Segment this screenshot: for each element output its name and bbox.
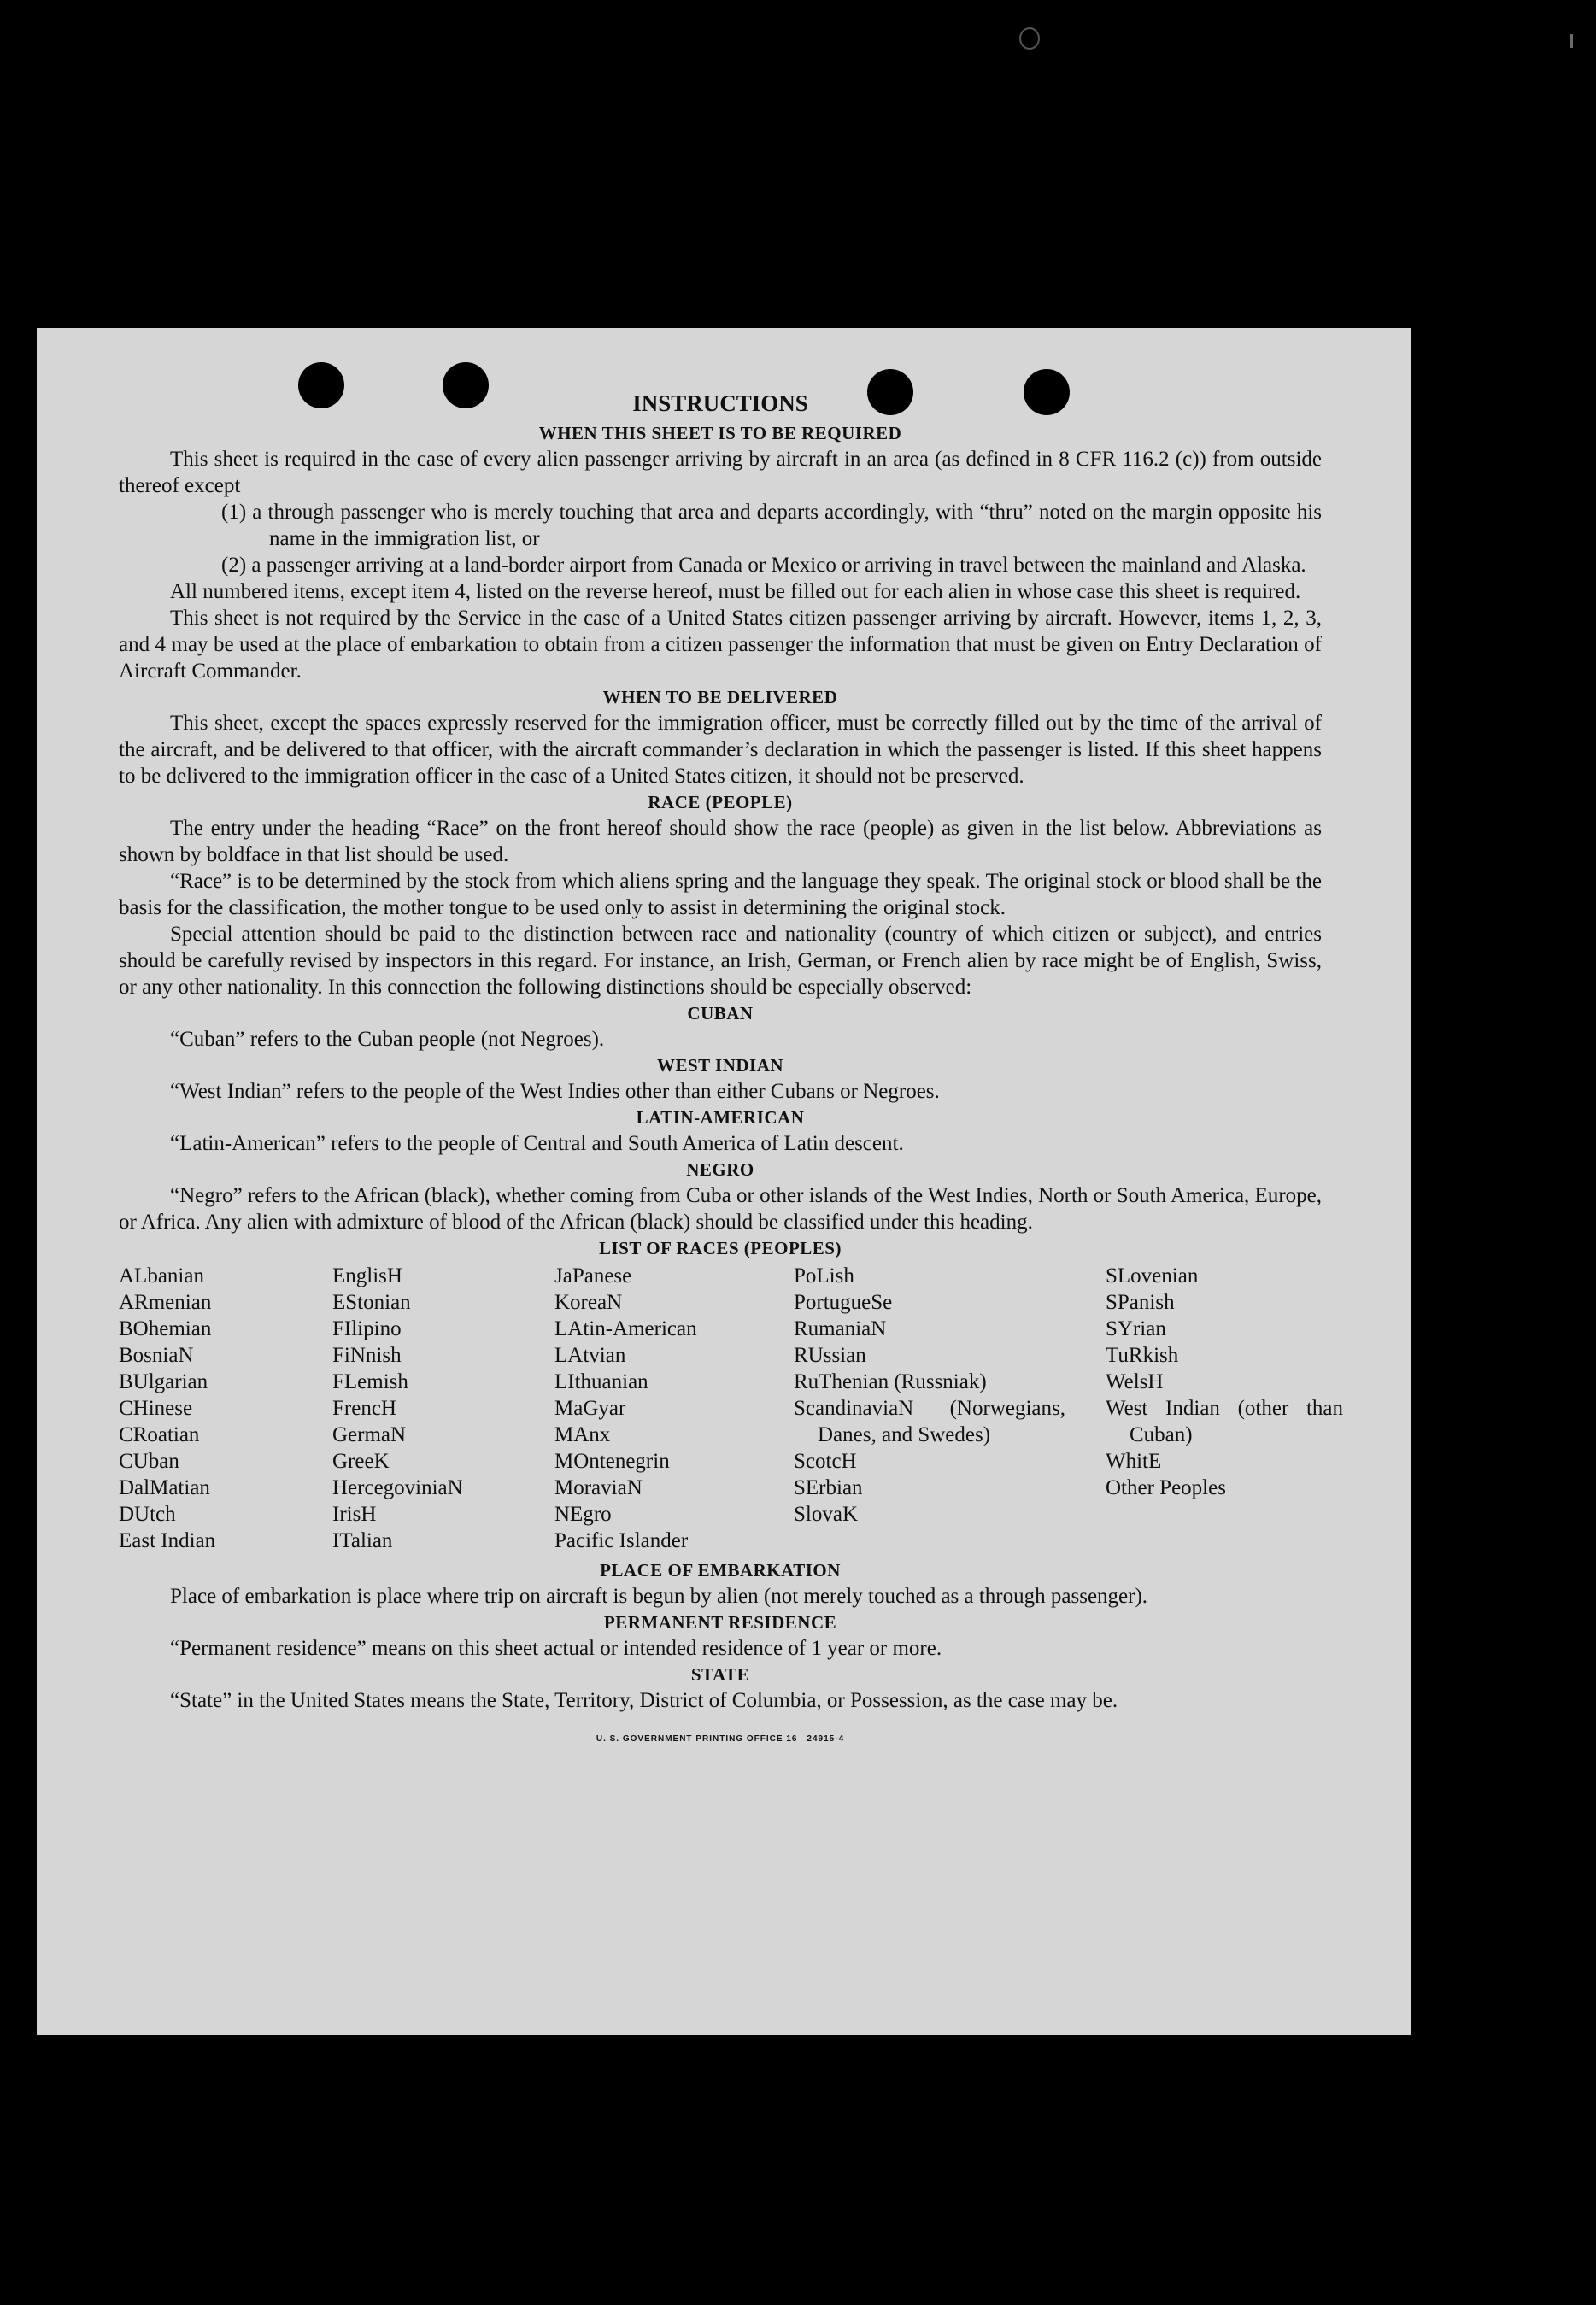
race-entry: West Indian (other than Cuban) (1106, 1397, 1343, 1446)
paragraph: “Latin-American” refers to the people of Central and South America of Latin descent. (170, 1132, 904, 1155)
race-entry: LIthuanian (554, 1370, 648, 1393)
race-entry: SYrian (1106, 1317, 1166, 1340)
paragraph: Special attention should be paid to the distinction between race and nationality (country of which citizen or subject), and entries should be carefully revised by inspectors in this regard. For instance, an Irish, German, or French alien by race might be of English, Swiss, or any other nationality. In this connection the following distinctions should be especially observed: (119, 923, 1322, 999)
paragraph: The entry under the heading “Race” on the front hereof should show the race (people) as given in the list below. Abbreviations as shown by boldface in that list should be used. (119, 817, 1322, 866)
section-heading: PERMANENT RESIDENCE (603, 1612, 837, 1633)
race-entry: WelsH (1106, 1370, 1164, 1393)
race-entry: BUlgarian (119, 1370, 208, 1393)
race-entry: NEgro (554, 1503, 612, 1526)
race-entry: FrencH (332, 1397, 396, 1420)
race-entry: LAtin-American (554, 1317, 697, 1340)
race-entry: ScandinaviaN (Norwegians, Danes, and Swedes) (794, 1397, 1065, 1446)
race-entry: ARmenian (119, 1291, 212, 1314)
exception-item: (2) a passenger arriving at a land-border airport from Canada or Mexico or arriving in travel between the mainland and Alaska. (221, 554, 1306, 577)
race-column (119, 1263, 332, 1554)
paragraph: “Negro” refers to the African (black), whether coming from Cuba or other islands of the West Indies, North or South America, Europe, or Africa. Any alien with admixture of blood of the African (black) should be classified under this heading. (119, 1184, 1322, 1234)
race-entry: Other Peoples (1106, 1476, 1226, 1499)
race-entry: CUban (119, 1450, 179, 1473)
section-heading: WHEN TO BE DELIVERED (602, 687, 838, 707)
race-entry: MAnx (554, 1423, 611, 1446)
race-entry: JaPanese (554, 1264, 632, 1287)
race-entry: BosniaN (119, 1344, 194, 1367)
race-entry: KoreaN (554, 1291, 623, 1314)
paragraph: “West Indian” refers to the people of the West Indies other than either Cubans or Negroes. (170, 1080, 940, 1103)
race-entry: IrisH (332, 1503, 377, 1526)
section-heading: STATE (690, 1664, 750, 1685)
race-column (1106, 1263, 1343, 1554)
paragraph: “State” in the United States means the State, Territory, District of Columbia, or Possession, as the case may be. (170, 1689, 1118, 1712)
section-heading: LATIN-AMERICAN (636, 1107, 805, 1128)
paragraph: “Race” is to be determined by the stock from which aliens spring and the language they speak. The original stock or blood shall be the basis for the classification, the mother tongue to be used only to assist in determining the original stock. (119, 870, 1322, 919)
race-entry: MoraviaN (554, 1476, 643, 1499)
race-entry: DalMatian (119, 1476, 210, 1499)
race-column (332, 1263, 554, 1554)
race-list (119, 1263, 1343, 1554)
section-heading: LIST OF RACES (PEOPLES) (599, 1238, 842, 1258)
paragraph: “Cuban” refers to the Cuban people (not Negroes). (170, 1028, 605, 1051)
instruction-sheet (37, 328, 1411, 2035)
race-entry: SPanish (1106, 1291, 1175, 1314)
race-entry: DUtch (119, 1503, 176, 1526)
race-entry: RuThenian (Russniak) (794, 1370, 987, 1393)
paragraph: This sheet is not required by the Service in the case of a United States citizen passenger arriving by aircraft. However, items 1, 2, 3, and 4 may be used at the place of embarkation to obtain from a citizen passenger the information that must be given on Entry Declaration of Aircraft Commander. (119, 607, 1322, 683)
race-entry: FIlipino (332, 1317, 402, 1340)
race-entry: EStonian (332, 1291, 411, 1314)
race-column (794, 1263, 1106, 1554)
race-entry: PoLish (794, 1264, 854, 1287)
race-entry: PortugueSe (794, 1291, 893, 1314)
sheet-content (119, 388, 1343, 1752)
race-entry: TuRkish (1106, 1344, 1179, 1367)
section-heading: WEST INDIAN (656, 1055, 784, 1076)
race-entry: ScotcH (794, 1450, 857, 1473)
race-entry: SLovenian (1106, 1264, 1199, 1287)
race-entry: FiNnish (332, 1344, 402, 1367)
paragraph: This sheet, except the spaces expressly reserved for the immigration officer, must be correctly filled out by the time of the arrival of the aircraft, and be delivered to that officer, with the aircraft commander’s declaration in which the passenger is listed. If this sheet happens to be delivered to the immigration officer in the case of a United States citizen, it should not be preserved. (119, 712, 1322, 788)
paragraph: “Permanent residence” means on this sheet actual or intended residence of 1 year or more. (170, 1637, 942, 1660)
paragraph: Place of embarkation is place where trip on aircraft is begun by alien (not merely touched as a through passenger). (170, 1585, 1148, 1608)
paragraph: All numbered items, except item 4, listed on the reverse hereof, must be filled out for each alien in whose case this sheet is required. (170, 580, 1301, 603)
race-entry: ALbanian (119, 1264, 204, 1287)
race-entry: WhitE (1106, 1450, 1162, 1473)
race-entry: MOntenegrin (554, 1450, 670, 1473)
race-entry: GermaN (332, 1423, 407, 1446)
race-entry: BOhemian (119, 1317, 212, 1340)
exception-item: (1) a through passenger who is merely touching that area and departs accordingly, with “thru” noted on the margin opposite his name in the immigration list, or (221, 501, 1322, 550)
page-title: INSTRUCTIONS (632, 390, 808, 416)
film-speck (1570, 34, 1573, 48)
race-entry: EnglisH (332, 1264, 402, 1287)
race-entry: HercegoviniaN (332, 1476, 463, 1499)
race-entry: SErbian (794, 1476, 863, 1499)
race-entry: SlovaK (794, 1503, 858, 1526)
race-entry: CRoatian (119, 1423, 200, 1446)
section-heading: CUBAN (687, 1003, 754, 1023)
race-entry: Pacific Islander (554, 1529, 689, 1552)
section-heading: RACE (PEOPLE) (648, 792, 793, 812)
paragraph: This sheet is required in the case of every alien passenger arriving by aircraft in an area (as defined in 8 CFR 116.2 (c)) from outside thereof except (119, 448, 1322, 497)
race-entry: RUssian (794, 1344, 866, 1367)
race-entry: RumaniaN (794, 1317, 887, 1340)
race-entry: GreeK (332, 1450, 390, 1473)
section-heading: PLACE OF EMBARKATION (600, 1560, 841, 1581)
film-speck (1019, 27, 1040, 50)
race-entry: ITalian (332, 1529, 393, 1552)
race-column (554, 1263, 794, 1554)
section-heading: WHEN THIS SHEET IS TO BE REQUIRED (538, 423, 902, 443)
printer-imprint: U. S. GOVERNMENT PRINTING OFFICE 16—24915-4 (596, 1734, 845, 1744)
race-entry: MaGyar (554, 1397, 626, 1420)
race-entry: LAtvian (554, 1344, 626, 1367)
section-heading: NEGRO (686, 1159, 754, 1180)
race-entry: FLemish (332, 1370, 408, 1393)
race-entry: CHinese (119, 1397, 193, 1420)
race-entry: East Indian (119, 1529, 216, 1552)
